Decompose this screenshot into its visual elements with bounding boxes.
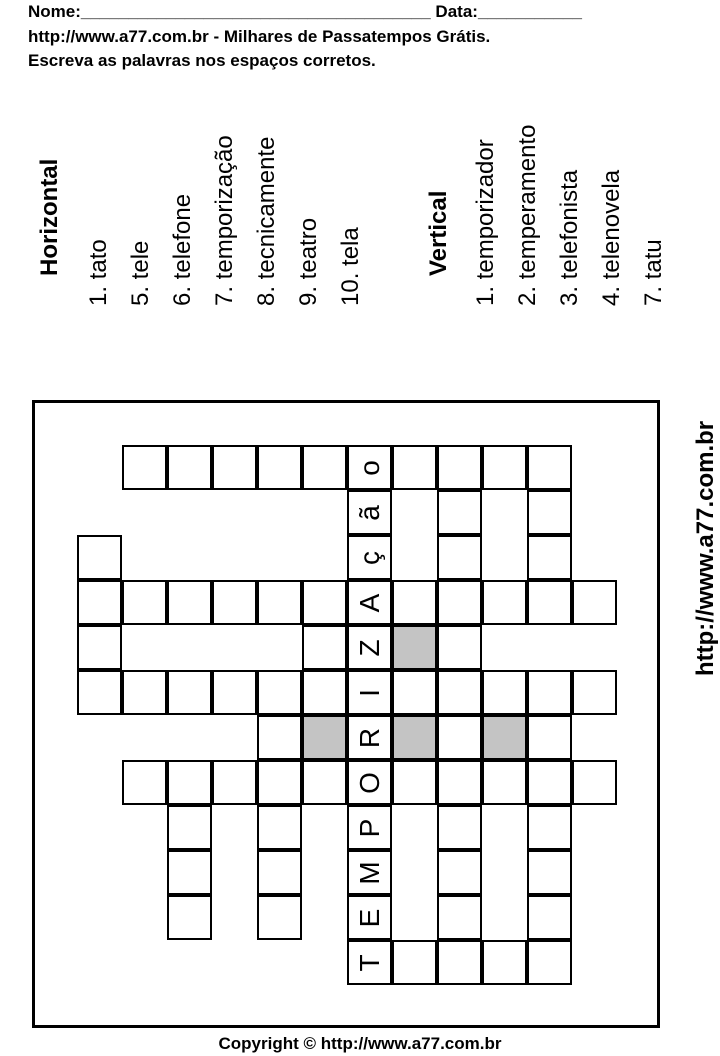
crossword-cell[interactable] (257, 895, 302, 940)
horizontal-clue: 10. tela (337, 227, 364, 306)
crossword-cell[interactable] (392, 580, 437, 625)
crossword-cell[interactable] (437, 535, 482, 580)
crossword-cell[interactable] (302, 580, 347, 625)
crossword-cell[interactable] (527, 940, 572, 985)
prefilled-letter: T (353, 953, 385, 972)
prefilled-cell[interactable] (347, 445, 392, 490)
crossword-cell[interactable] (302, 625, 347, 670)
crossword-cell[interactable] (437, 625, 482, 670)
crossword-cell[interactable] (527, 895, 572, 940)
crossword-cell[interactable] (527, 580, 572, 625)
side-url: http://www.a77.com.br (692, 420, 719, 676)
crossword-cell[interactable] (392, 760, 437, 805)
crossword-cell[interactable] (572, 670, 617, 715)
crossword-cell[interactable] (527, 850, 572, 895)
vertical-clue: 4. telenovela (598, 169, 625, 306)
prefilled-letter: Z (353, 638, 385, 657)
crossword-cell[interactable] (212, 760, 257, 805)
crossword-cell[interactable] (167, 445, 212, 490)
prefilled-letter: M (353, 860, 385, 885)
prefilled-letter: R (353, 727, 385, 748)
crossword-cell[interactable] (437, 670, 482, 715)
instruction-text: Escreva as palavras nos espaços corretos. (28, 51, 376, 70)
crossword-cell[interactable] (77, 580, 122, 625)
crossword-cell[interactable] (212, 445, 257, 490)
crossword-cell[interactable] (257, 670, 302, 715)
crossword-cell[interactable] (527, 715, 572, 760)
crossword-cell[interactable] (77, 670, 122, 715)
prefilled-letter: I (353, 688, 385, 697)
prefilled-cell[interactable] (347, 670, 392, 715)
crossword-cell[interactable] (572, 760, 617, 805)
crossword-cell[interactable] (572, 580, 617, 625)
crossword-cell[interactable] (122, 760, 167, 805)
crossword-cell[interactable] (302, 445, 347, 490)
prefilled-letter: E (353, 908, 385, 927)
prefilled-cell[interactable] (347, 625, 392, 670)
crossword-cell[interactable] (392, 940, 437, 985)
crossword-cell[interactable] (437, 940, 482, 985)
horizontal-clue: 1. tato (85, 239, 112, 306)
crossword-cell[interactable] (212, 670, 257, 715)
crossword-cell[interactable] (392, 445, 437, 490)
horizontal-clue: 9. teatro (295, 217, 322, 306)
crossword-cell[interactable] (257, 760, 302, 805)
crossword-cell[interactable] (392, 670, 437, 715)
crossword-cell[interactable] (437, 805, 482, 850)
prefilled-cell[interactable] (347, 895, 392, 940)
prefilled-cell[interactable] (347, 760, 392, 805)
prefilled-cell[interactable] (347, 535, 392, 580)
site-line: http://www.a77.com.br - Milhares de Passatempos Grátis. (28, 27, 491, 46)
prefilled-letter: ç (353, 550, 385, 565)
name-date-line: Nome:_____________________________________ Data:___________ (28, 2, 582, 21)
crossword-cell[interactable] (482, 670, 527, 715)
crossword-cell[interactable] (122, 580, 167, 625)
crossword-cell[interactable] (77, 535, 122, 580)
crossword-cell[interactable] (257, 580, 302, 625)
crossword-cell[interactable] (122, 445, 167, 490)
crossword-cell[interactable] (437, 895, 482, 940)
horizontal-clue: 5. tele (127, 240, 154, 306)
crossword-cell[interactable] (437, 445, 482, 490)
prefilled-letter: o (353, 459, 385, 476)
crossword-cell[interactable] (167, 895, 212, 940)
crossword-cell[interactable] (122, 670, 167, 715)
prefilled-letter: P (353, 818, 385, 837)
crossword-cell[interactable] (257, 445, 302, 490)
vertical-clue: 1. temporizador (472, 139, 499, 306)
horizontal-clue: 8. tecnicamente (253, 136, 280, 306)
crossword-cell[interactable] (527, 445, 572, 490)
crossword-cell[interactable] (167, 805, 212, 850)
crossword-cell[interactable] (482, 445, 527, 490)
horizontal-clue: 7. temporização (211, 135, 238, 306)
crossword-cell[interactable] (302, 760, 347, 805)
crossword-cell[interactable] (77, 625, 122, 670)
crossword-cell[interactable] (482, 760, 527, 805)
crossword-cell[interactable] (302, 670, 347, 715)
prefilled-letter: ã (353, 504, 385, 521)
crossword-cell[interactable] (212, 580, 257, 625)
crossword-cell[interactable] (437, 580, 482, 625)
prefilled-cell[interactable] (347, 940, 392, 985)
shaded-cell (392, 715, 437, 760)
crossword-cell[interactable] (527, 805, 572, 850)
crossword-cell[interactable] (437, 850, 482, 895)
prefilled-cell[interactable] (347, 715, 392, 760)
horizontal-clue: 6. telefone (169, 193, 196, 306)
prefilled-cell[interactable] (347, 805, 392, 850)
shaded-cell (302, 715, 347, 760)
prefilled-letter: A (353, 593, 385, 612)
crossword-cell[interactable] (257, 805, 302, 850)
crossword-cell[interactable] (437, 760, 482, 805)
horizontal-title: Horizontal (36, 158, 63, 276)
crossword-cell[interactable] (482, 940, 527, 985)
crossword-cell[interactable] (527, 670, 572, 715)
crossword-cell[interactable] (527, 490, 572, 535)
vertical-clue: 3. telefonista (556, 169, 583, 306)
prefilled-cell[interactable] (347, 580, 392, 625)
prefilled-cell[interactable] (347, 850, 392, 895)
prefilled-cell[interactable] (347, 490, 392, 535)
shaded-cell (392, 625, 437, 670)
crossword-cell[interactable] (167, 760, 212, 805)
crossword-cell[interactable] (482, 580, 527, 625)
copyright: Copyright © http://www.a77.com.br (218, 1034, 502, 1053)
crossword-cell[interactable] (257, 850, 302, 895)
shaded-cell (482, 715, 527, 760)
crossword-cell[interactable] (527, 535, 572, 580)
crossword-cell[interactable] (527, 760, 572, 805)
crossword-cell[interactable] (167, 670, 212, 715)
crossword-cell[interactable] (437, 715, 482, 760)
vertical-title: Vertical (425, 190, 452, 276)
crossword-cell[interactable] (257, 715, 302, 760)
prefilled-letter: O (353, 771, 385, 794)
crossword-cell[interactable] (167, 850, 212, 895)
vertical-clue: 7. tatu (640, 239, 667, 306)
crossword-cell[interactable] (167, 580, 212, 625)
vertical-clue: 2. temperamento (514, 124, 541, 306)
crossword-cell[interactable] (437, 490, 482, 535)
